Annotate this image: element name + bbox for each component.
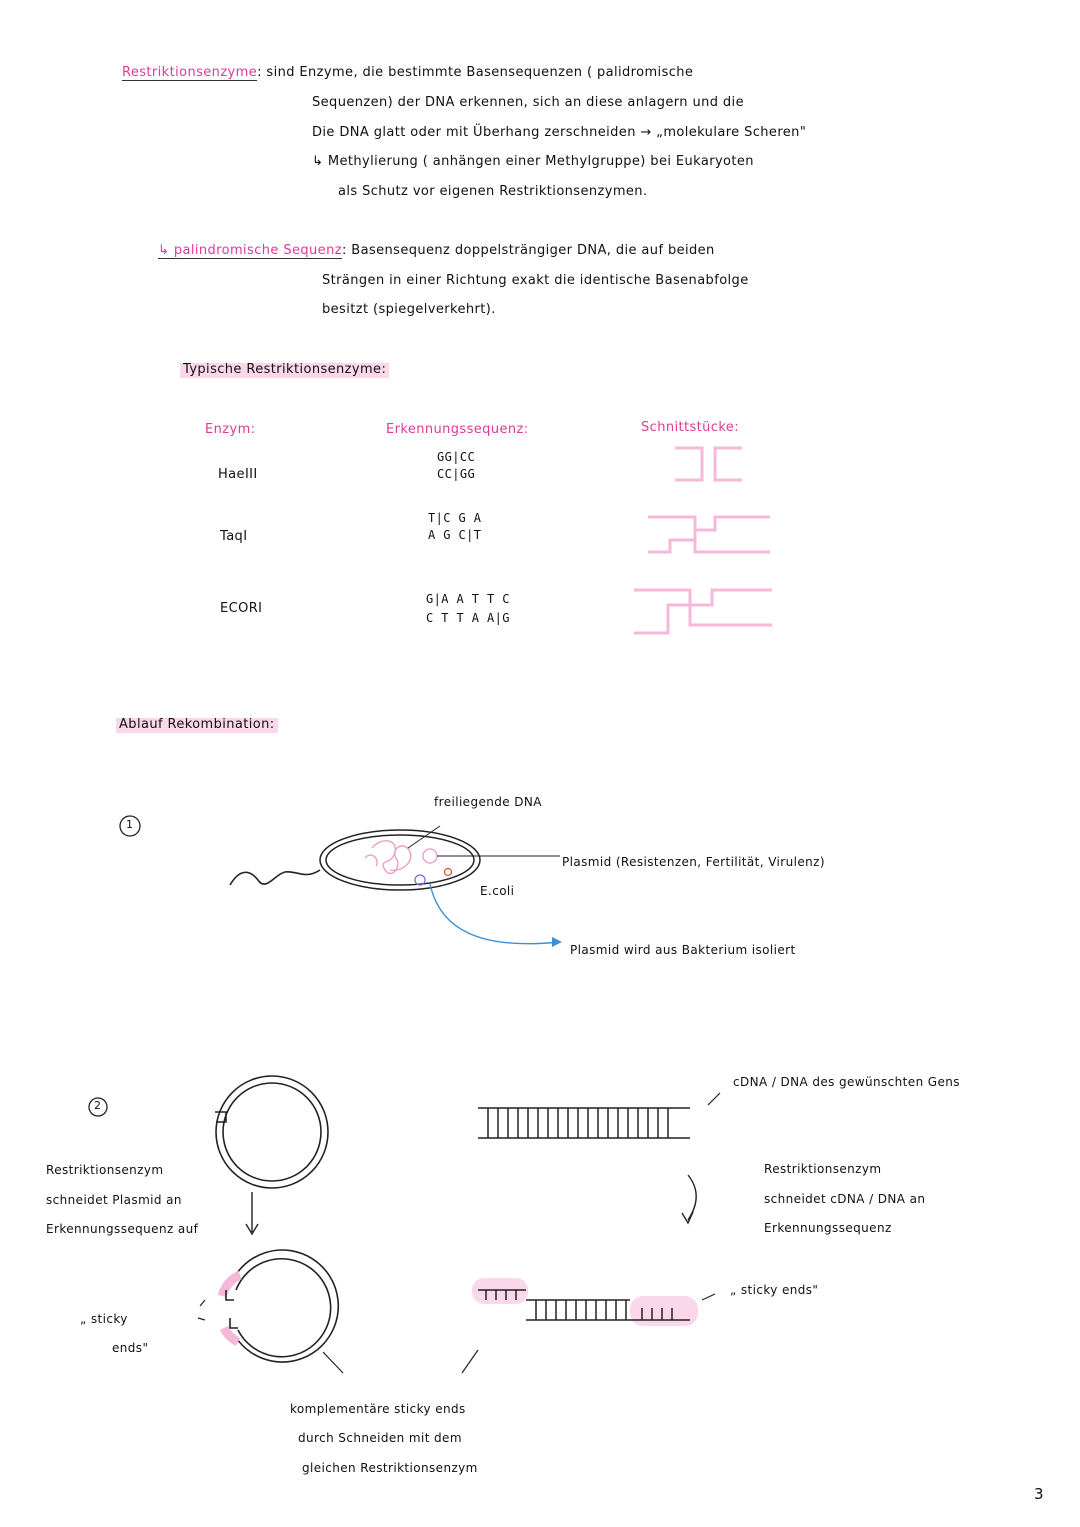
left-desc-line-2: schneidet Plasmid an: [46, 1193, 182, 1207]
enzyme-name-haeiii: HaeIII: [218, 467, 258, 482]
header-enzyme: Enzym:: [205, 422, 256, 437]
definition-line-4: ↳ Methylierung ( anhängen einer Methylgruppe) bei Eukaryoten: [312, 154, 754, 169]
sticky-left-line-2: ends": [112, 1341, 149, 1355]
definition-line-3: Die DNA glatt oder mit Überhang zerschneiden → „molekulare Scheren": [312, 125, 807, 140]
left-desc-line-1: Restriktionsenzym: [46, 1163, 164, 1177]
ecori-bottom-strand: C T T A A|G: [426, 611, 510, 625]
header-cut: Schnittstücke:: [641, 420, 739, 435]
definition-palindrome: [158, 244, 715, 259]
page-number: 3: [1034, 1485, 1044, 1503]
taqi-bottom-strand: A G C|T: [428, 528, 482, 542]
plasmid-arrow-icon: [246, 1192, 258, 1234]
right-desc-line-2: schneidet cDNA / DNA an: [764, 1192, 926, 1206]
bottom-line-1: komplementäre sticky ends: [290, 1402, 466, 1416]
step2-number: 2: [94, 1099, 102, 1112]
cut-cdna-ladder-icon: [472, 1278, 698, 1326]
haeiii-top-strand: GG|CC: [437, 450, 476, 464]
haeiii-cut-icon: [675, 448, 742, 480]
table-title: Typische Restriktionsenzyme:: [180, 363, 389, 378]
section-title: Ablauf Rekombination:: [116, 718, 278, 733]
bottom-line-3: gleichen Restriktionsenzym: [302, 1461, 478, 1475]
palindrome-line-1: : Basensequenz doppelsträngiger DNA, die auf beiden: [341, 243, 715, 258]
label-plasmid: Plasmid (Resistenzen, Fertilität, Virulenz): [562, 855, 825, 869]
palindrome-line-3: besitzt (spiegelverkehrt).: [322, 302, 496, 317]
term-restriction-enzymes: Restriktionsenzyme: [122, 65, 258, 80]
ecori-cut-icon: [634, 590, 772, 633]
step1-number: 1: [126, 818, 134, 831]
header-sequence: Erkennungssequenz:: [386, 422, 529, 437]
label-plasmid-isolated: Plasmid wird aus Bakterium isoliert: [570, 943, 796, 957]
bottom-line-2: durch Schneiden mit dem: [298, 1431, 462, 1445]
taqi-cut-icon: [648, 517, 770, 552]
definition-line-1: : sind Enzyme, die bestimmte Basensequenzen ( palidromische: [257, 65, 694, 80]
cdna-arrow-icon: [682, 1175, 696, 1223]
enzyme-name-taqi: TaqI: [220, 529, 248, 544]
term-palindrome: ↳ palindromische Sequenz: [158, 243, 342, 258]
left-desc-line-3: Erkennungssequenz auf: [46, 1222, 199, 1236]
palindrome-line-2: Strängen in einer Richtung exakt die identische Basenabfolge: [322, 273, 749, 288]
definition-line-2: Sequenzen) der DNA erkennen, sich an diese anlagern und die: [312, 95, 744, 110]
cdna-ladder-icon: [478, 1108, 690, 1138]
label-ecoli: E.coli: [480, 884, 515, 898]
definition-restriction-enzymes: [122, 66, 693, 81]
taqi-top-strand: T|C G A: [428, 511, 482, 525]
definition-line-5: als Schutz vor eigenen Restriktionsenzymen.: [338, 184, 648, 199]
label-cdna: cDNA / DNA des gewünschten Gens: [733, 1075, 960, 1089]
label-free-dna: freiliegende DNA: [434, 795, 542, 809]
right-desc-line-3: Erkennungssequenz: [764, 1221, 892, 1235]
haeiii-bottom-strand: CC|GG: [437, 467, 476, 481]
cut-plasmid-icon: [222, 1250, 338, 1362]
ecori-top-strand: G|A A T T C: [426, 592, 510, 606]
sticky-left-line-1: „ sticky: [80, 1312, 128, 1326]
right-desc-line-1: Restriktionsenzym: [764, 1162, 882, 1176]
plasmid-icon: [215, 1076, 328, 1188]
sticky-right-label: „ sticky ends": [730, 1283, 819, 1297]
enzyme-name-ecori: ECORI: [220, 601, 263, 616]
